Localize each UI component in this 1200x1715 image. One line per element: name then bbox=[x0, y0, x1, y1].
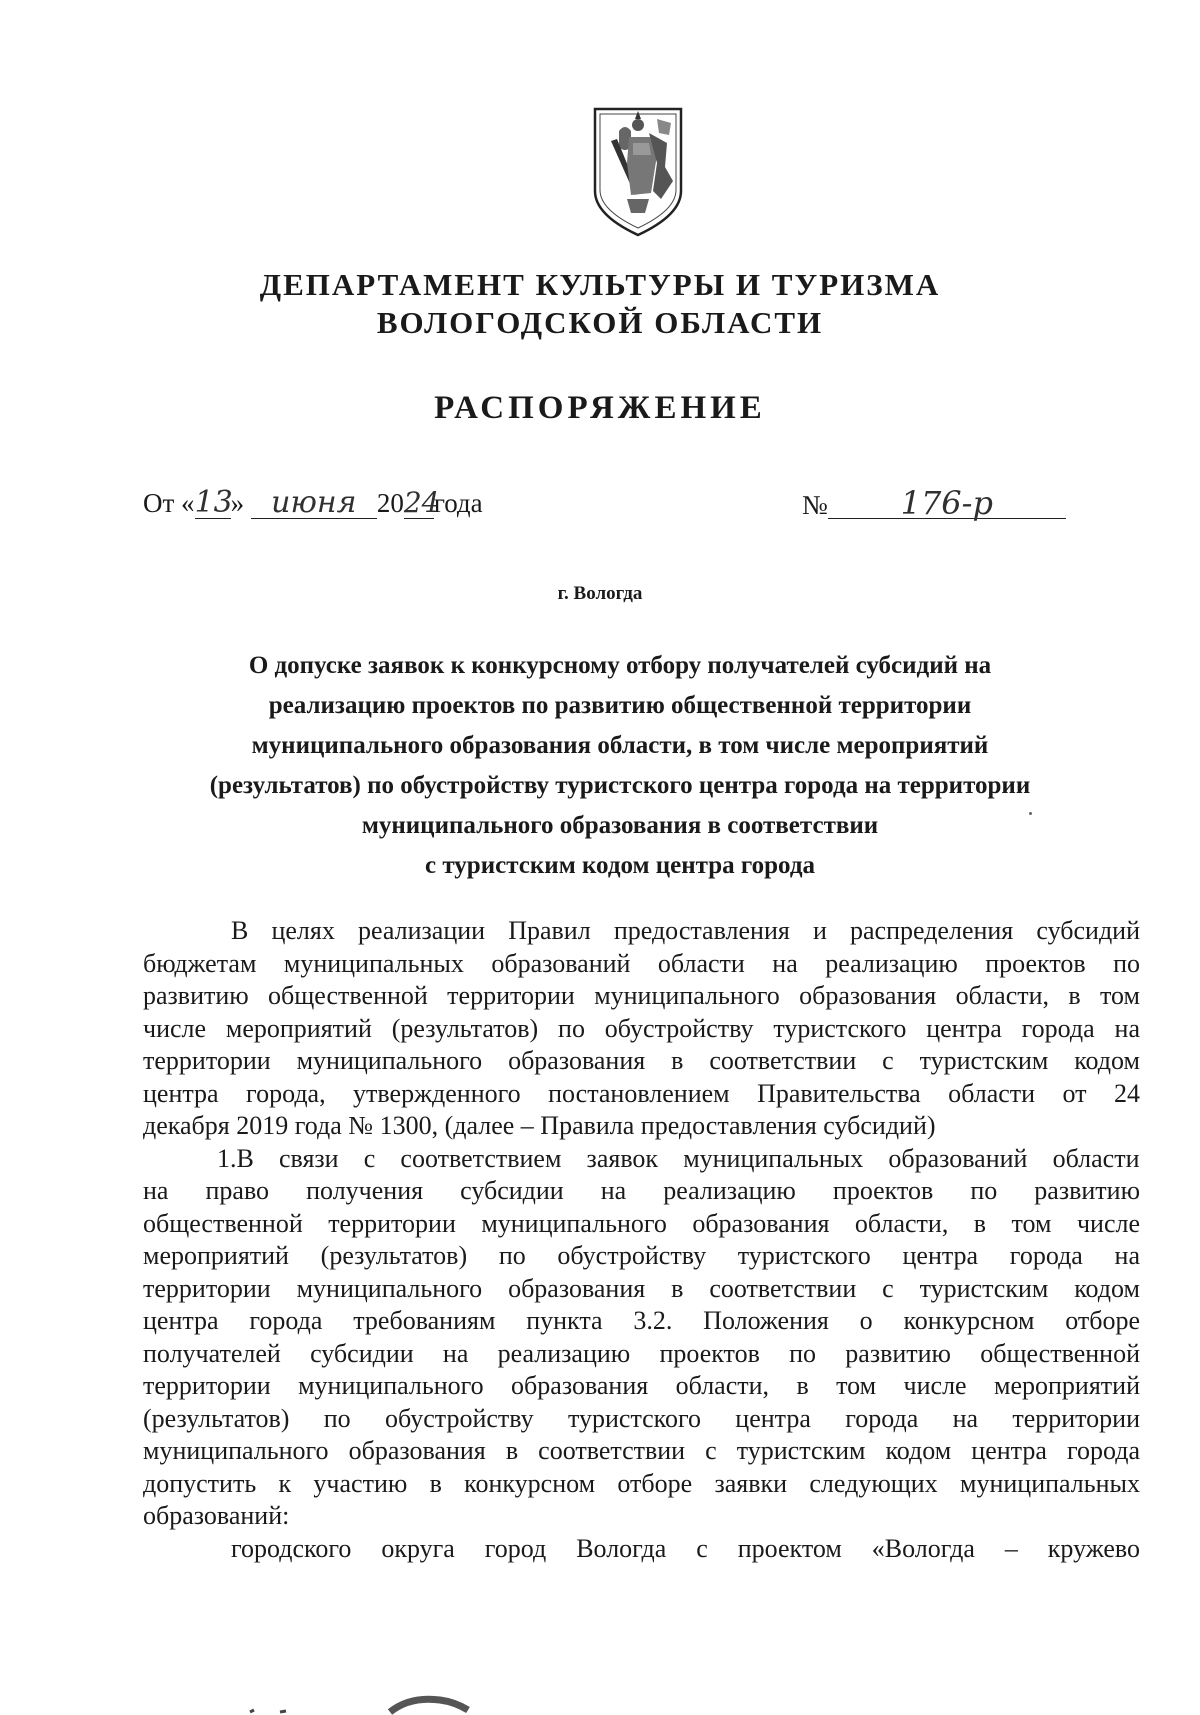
title-line: с туристским кодом центра города bbox=[425, 852, 815, 879]
body-line bbox=[143, 1078, 1140, 1111]
date-quote-close: » bbox=[230, 488, 245, 518]
body-line-text: числе мероприятий (результатов) по обустройству туристского центра города на bbox=[143, 1013, 1140, 1043]
partial-signature-mark bbox=[240, 1690, 500, 1715]
body-line-text: декабря 2019 года № 1300, (далее – Правила предоставления субсидий) bbox=[143, 1111, 936, 1140]
body-line-text: В связи с соответствием заявок муниципальных образований области bbox=[236, 1143, 1140, 1173]
number-label: № bbox=[802, 490, 828, 520]
title-line: муниципального образования в соответствии bbox=[361, 812, 879, 839]
document-number-handwritten: 176-р bbox=[828, 488, 1066, 519]
date-prefix: От « bbox=[143, 488, 195, 518]
body-line bbox=[143, 1175, 1140, 1208]
document-type-heading: РАСПОРЯЖЕНИЕ bbox=[434, 390, 766, 426]
body-line-text: территории муниципального образования области, в том числе мероприятий bbox=[143, 1371, 1140, 1400]
body-line bbox=[143, 1240, 1140, 1273]
body-line-text: получателей субсидии на реализацию проектов по развитию общественной bbox=[143, 1338, 1140, 1368]
body-line-text: развитию общественной территории муниципального образования области, в том bbox=[143, 981, 1140, 1010]
body-line bbox=[143, 1500, 1140, 1533]
body-line-text: центра города требованиям пункта 3.2. Положения о конкурсном отборе bbox=[143, 1306, 1140, 1335]
date-month-handwritten: июня bbox=[251, 488, 377, 519]
scan-speck bbox=[1029, 812, 1032, 815]
body-line bbox=[143, 980, 1140, 1013]
document-number-line bbox=[802, 484, 1066, 522]
body-line bbox=[143, 1143, 1140, 1176]
document-body bbox=[143, 915, 1140, 1565]
body-line-text: мероприятий (результатов) по обустройству туристского центра города на bbox=[143, 1241, 1140, 1270]
body-line bbox=[143, 948, 1140, 981]
coat-of-arms-emblem bbox=[591, 103, 685, 239]
body-line bbox=[143, 1370, 1140, 1403]
body-line bbox=[143, 1273, 1140, 1306]
body-line bbox=[143, 1305, 1140, 1338]
document-title bbox=[160, 646, 1080, 886]
body-line bbox=[143, 1403, 1140, 1436]
date-line bbox=[143, 485, 483, 520]
body-line bbox=[143, 1110, 1140, 1143]
body-line-text: территории муниципального образования в соответствии с туристским кодом bbox=[143, 1273, 1140, 1303]
date-day-handwritten: 13 bbox=[194, 485, 233, 520]
date-year-handwritten: 24 bbox=[403, 486, 440, 519]
body-line bbox=[143, 1045, 1140, 1078]
body-line bbox=[143, 915, 1140, 948]
title-line: (результатов) по обустройству туристского центра города на территории bbox=[209, 772, 1031, 799]
title-line: муниципального образования области, в том числе мероприятий bbox=[251, 732, 989, 759]
body-line bbox=[143, 1533, 1140, 1566]
body-line bbox=[143, 1013, 1140, 1046]
body-line-text: (результатов) по обустройству туристского центра города на территории bbox=[143, 1403, 1140, 1433]
body-line-text: бюджетам муниципальных образований области на реализацию проектов по bbox=[143, 948, 1140, 978]
date-year-prefix: 20 bbox=[376, 488, 404, 518]
body-line-text: образований: bbox=[143, 1501, 290, 1530]
body-line-text: муниципального образования в соответствии с туристским кодом центра города bbox=[143, 1436, 1140, 1465]
body-line bbox=[143, 1208, 1140, 1241]
title-line: реализацию проектов по развитию общественной территории bbox=[268, 692, 972, 719]
paragraph-number: 1. bbox=[217, 1143, 237, 1173]
body-line-text: общественной территории муниципального образования области, в том числе bbox=[143, 1208, 1140, 1238]
date-suffix: года bbox=[433, 488, 483, 518]
body-line bbox=[143, 1435, 1140, 1468]
body-line-text: на право получения субсидии на реализацию проектов по развитию bbox=[143, 1176, 1140, 1205]
body-line-text: городского округа город Вологда с проектом «Вологда – кружево bbox=[231, 1533, 1140, 1563]
body-line-text: В целях реализации Правил предоставления и распределения субсидий bbox=[231, 916, 1140, 945]
department-name-line1: ДЕПАРТАМЕНТ КУЛЬТУРЫ И ТУРИЗМА bbox=[259, 267, 941, 302]
department-name-line2: ВОЛОГОДСКОЙ ОБЛАСТИ bbox=[376, 305, 824, 340]
body-line-text: допустить к участию в конкурсном отборе заявки следующих муниципальных bbox=[143, 1468, 1140, 1498]
body-line bbox=[143, 1338, 1140, 1371]
city-label: г. Вологда bbox=[557, 583, 643, 604]
body-line-text: территории муниципального образования в соответствии с туристским кодом bbox=[143, 1046, 1140, 1075]
title-line: О допуске заявок к конкурсному отбору получателей субсидий на bbox=[248, 652, 992, 679]
body-line bbox=[143, 1468, 1140, 1501]
body-line-text: центра города, утвержденного постановлением Правительства области от 24 bbox=[143, 1078, 1140, 1108]
